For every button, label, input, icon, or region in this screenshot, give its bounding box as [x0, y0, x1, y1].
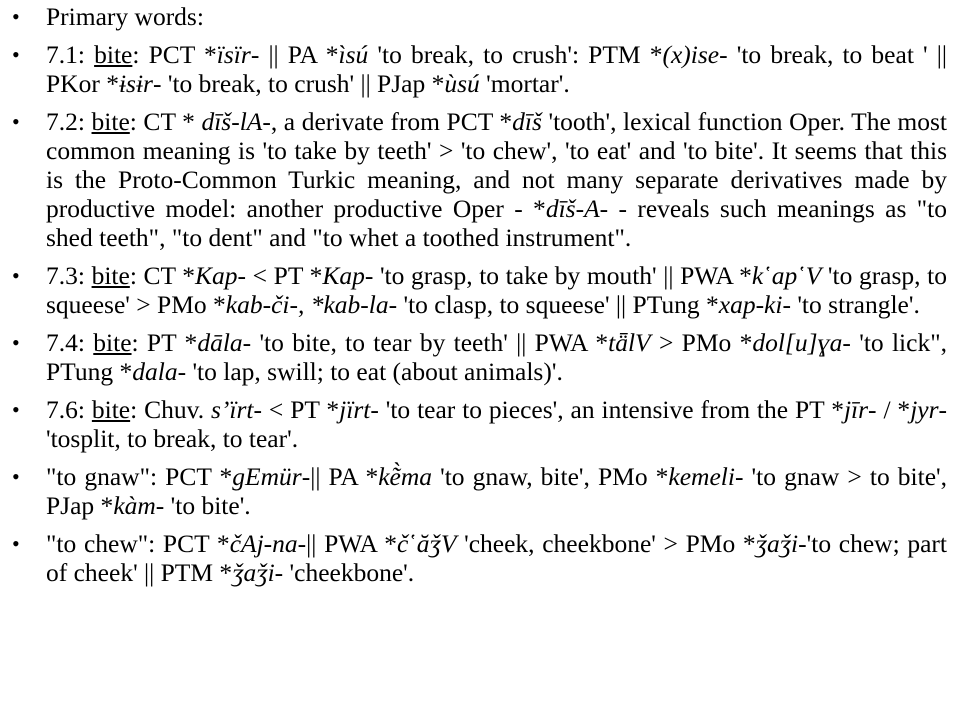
text-run: : PT * — [131, 328, 198, 357]
italic-form: ɨsɨr — [118, 69, 153, 98]
bullet-list — [12, 2, 947, 596]
text-run: - < PT * — [237, 261, 323, 290]
bullet-icon: • — [12, 330, 20, 355]
italic-form: jīr — [843, 395, 869, 424]
text-run: - - reveals such meanings as "to shed teeth", "to dent" and "to whet a toothed instrument". — [46, 194, 947, 252]
text-run: - 'to break, to beat ' || PKor * — [46, 40, 947, 98]
italic-form: ǯaǯi — [232, 558, 275, 587]
underlined-term: bite — [91, 261, 130, 290]
text-run: 'mortar'. — [479, 69, 570, 98]
text-run: "to gnaw": PCT * — [46, 462, 233, 491]
text-run: 'cheek, cheekbone' > PMo * — [456, 529, 756, 558]
italic-form: dīš-A — [545, 194, 600, 223]
list-item — [12, 529, 947, 587]
text-run: - < PT * — [253, 395, 340, 424]
text-run: - 'to strangle'. — [782, 290, 920, 319]
bullet-icon: • — [12, 109, 20, 134]
text-run: 7.6: — [46, 395, 92, 424]
text-run: - 'to tear to pieces', an intensive from the PT * — [370, 395, 844, 424]
italic-form: kàm — [113, 491, 156, 520]
text-run: : PCT * — [132, 40, 217, 69]
text-run: - 'to break, to crush' || PJap * — [153, 69, 445, 98]
text-run: 7.4: — [46, 328, 94, 357]
text-run: : CT * — [129, 107, 202, 136]
list-item — [12, 40, 947, 98]
italic-form: kẽ̀ma — [378, 462, 433, 491]
italic-form: dīš — [512, 107, 542, 136]
text-run: -, a derivate from PCT * — [262, 107, 513, 136]
italic-form: Kap — [322, 261, 365, 290]
text-run: > PMo * — [650, 328, 753, 357]
text-run: - 'to bite, to tear by teeth' || PWA * — [242, 328, 609, 357]
bullet-icon: • — [12, 4, 20, 29]
list-item — [12, 395, 947, 453]
text-run: -'to chew; part of cheek' || PTM * — [46, 529, 947, 587]
italic-form: Kap — [195, 261, 238, 290]
italic-form: ùsú — [444, 69, 480, 98]
text-run: - || PA * — [250, 40, 339, 69]
italic-form: dāla — [197, 328, 243, 357]
italic-form: kemeli — [668, 462, 735, 491]
text-run: - 'to clasp, to squeese' || PTung * — [388, 290, 719, 319]
text-run: 7.1: — [46, 40, 95, 69]
bullet-icon: • — [12, 397, 20, 422]
bullet-icon: • — [12, 464, 20, 489]
italic-form: dala — [132, 357, 178, 386]
text-run: Primary words: — [46, 2, 204, 31]
bullet-icon: • — [12, 263, 20, 288]
text-run: 'to grasp, to squeese' > PMo * — [46, 261, 948, 319]
list-item — [12, 261, 947, 319]
italic-form: gEmür — [232, 462, 302, 491]
underlined-term: bite — [91, 395, 131, 424]
italic-form: xap-ki — [718, 290, 783, 319]
italic-form: ïsïr — [216, 40, 251, 69]
text-run: : Chuv. — [130, 395, 211, 424]
italic-form: čAj-na — [229, 529, 298, 558]
bullet-icon: • — [12, 531, 20, 556]
text-run: - 'to lick", PTung * — [46, 328, 947, 386]
italic-form: k῾ap῾V — [751, 261, 822, 290]
italic-form: jyr — [910, 395, 939, 424]
italic-form: jïrt — [339, 395, 371, 424]
list-item — [12, 2, 947, 31]
underlined-term: bite — [93, 328, 132, 357]
text-run: - / * — [868, 395, 911, 424]
text-run: 'to gnaw, bite', PMo * — [432, 462, 669, 491]
text-run: - 'to lap, swill; to eat (about animals)'. — [177, 357, 563, 386]
italic-form: č῾ăǯV — [396, 529, 457, 558]
italic-form: kab-či-, *kab-la — [225, 290, 389, 319]
text-run: 7.3: — [46, 261, 92, 290]
italic-form: ìsú — [338, 40, 369, 69]
bullet-icon: • — [12, 42, 20, 67]
text-run: - 'cheekbone'. — [274, 558, 415, 587]
text-run: 'to break, to crush': PTM * — [368, 40, 663, 69]
italic-form: dol[u]ɣa — [752, 328, 843, 357]
text-run: : CT * — [129, 261, 196, 290]
text-run: - 'to bite'. — [155, 491, 251, 520]
underlined-term: bite — [94, 40, 133, 69]
text-run: 7.2: — [46, 107, 92, 136]
italic-form: ǯaǯi — [755, 529, 799, 558]
text-run: - 'tosplit, to break, to tear'. — [46, 395, 948, 453]
text-run: -|| PA * — [301, 462, 379, 491]
text-run: -|| PWA * — [297, 529, 397, 558]
list-item — [12, 462, 947, 520]
italic-form: tǟlV — [608, 328, 651, 357]
italic-form: s’ïrt — [211, 395, 254, 424]
list-item — [12, 328, 947, 386]
italic-form: dīš-lA — [201, 107, 263, 136]
text-run: - 'to gnaw > to bite', PJap * — [46, 462, 947, 520]
text-run: - 'to grasp, to take by mouth' || PWA * — [364, 261, 752, 290]
list-item — [12, 107, 947, 252]
text-run: "to chew": PCT * — [46, 529, 230, 558]
underlined-term: bite — [91, 107, 130, 136]
text-run: 'tooth', lexical function Oper. The most common meaning is 'to take by teeth' > 'to chew', 'to eat' and 'to bite'. It seems that this is the Proto-Common Turkic meaning, and not many separate derivatives made by productive model: another productive Oper - * — [46, 107, 947, 223]
italic-form: (x)ise — [662, 40, 720, 69]
